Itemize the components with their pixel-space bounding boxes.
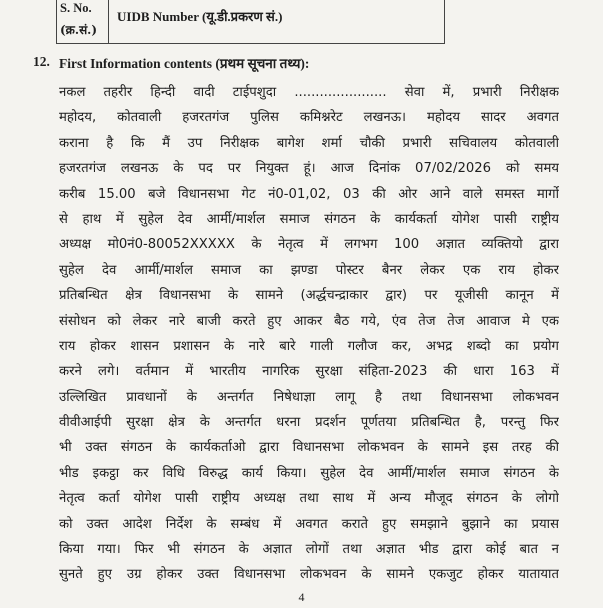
- body-text-line: सुनते हुए उग्र होकर उक्त विधानसभा लोकभवन के सामने एकजुट होकर यातायात: [59, 567, 559, 583]
- body-text-line: कराना है कि मैं उप निरीक्षक बागेश शर्मा चौकी प्रभारी सचिवालय कोतवाली: [59, 135, 559, 151]
- body-text-line: भी उक्त संगठन के कार्यकर्ताओ द्वारा विधानसभा लोकभवन के सामने इस तरह की: [59, 440, 559, 456]
- body-text-line: अध्यक्ष मो0नं0-80052XXXXX के नेतृत्व में लगभग 100 अज्ञात व्यक्तियो द्वारा: [59, 237, 559, 253]
- body-text-line: किया गया। फिर भी संगठन के अज्ञात लोगों तथा अज्ञात भीड द्वारा कोई बात न: [59, 542, 559, 558]
- body-text-line: प्रतिबन्धित क्षेत्र विधानसभा के सामने (अर्द्धचन्द्राकार द्वार) पर यूजीसी कानून में: [59, 288, 559, 304]
- body-text-line: सुहेल देव आर्मी/मार्शल समाज का झण्डा पोस्टर बैनर लेकर एक राय होकर: [59, 262, 559, 278]
- uidb-table-header: [56, 0, 445, 44]
- first-information-body: [59, 80, 559, 588]
- body-text-line: हजरतगंज लखनऊ के पद पर नियुक्त हूं। आज दिनांक 07/02/2026 को समय: [59, 161, 559, 177]
- body-text-line: वीवीआईपी सुरक्षा क्षेत्र के अन्तर्गत धरना प्रदर्शन पूर्णतया प्रतिबन्धित है, परन्तु फिर: [59, 415, 559, 431]
- body-text-line: राय होकर शासन प्रशासन के नारे बारे गाली गलौज कर, अभद्र शब्दो का प्रयोग: [59, 338, 559, 354]
- body-text-line: उल्लिखित प्रावधानों के अन्तर्गत निषेधाज्ञा लागू है तथा विधानसभा लोकभवन: [59, 389, 559, 405]
- page-number: 4: [298, 590, 305, 604]
- body-text-line: नकल तहरीर हिन्दी वादी टाईपशुदा ...................... सेवा में, प्रभारी निरीक्षक: [59, 85, 559, 100]
- body-text-line: करने लगे। वर्तमान में भारतीय नागरिक सुरक्षा संहिता-2023 की धारा 163 में: [59, 364, 559, 380]
- item-number: 12.: [33, 54, 50, 69]
- body-text-line: भीड इकट्ठा कर विधि विरुद्ध कार्य किया। सुहेल देव आर्मी/मार्शल समाज संगठन के: [59, 465, 559, 481]
- body-text-line: करीब 15.00 बजे विधानसभा गेट नं0-01,02, 03 की ओर आने वाले समस्त मार्गो: [59, 186, 559, 202]
- body-text-line: से हाथ में सुहेल देव आर्मी/मार्शल समाज संगठन के कार्यकर्ता योगेश पासी राष्ट्रीय: [59, 211, 559, 227]
- serial-number-hindi-label: (क्र.सं.): [60, 23, 98, 37]
- serial-number-label: S. No.: [60, 1, 92, 15]
- body-text-line: महोदय, कोतवाली हजरतगंज पुलिस कमिश्नरेट लखनऊ। महोदय सादर अवगत: [59, 110, 559, 126]
- body-text-line: को उक्त आदेश निर्देश के सम्बंध में अवगत कराते हुए समझाने बुझाने का प्रयास: [59, 516, 559, 532]
- uidb-number-label: UIDB Number (यू.डी.प्रकरण सं.): [117, 9, 283, 24]
- body-text-line: संसोधन को लेकर नारे बाजी करते हुए आकर बैठ गये, एंव तेज तेज आवाज मे एक: [59, 313, 559, 329]
- first-information-heading: First Information contents (प्रथम सूचना तथ्य):: [59, 56, 310, 71]
- body-text-line: नेतृत्व कर्ता योगेश पासी राष्ट्रीय अध्यक्ष तथा साथ में अन्य मौजूद संगठन के लोगो: [59, 491, 559, 507]
- serial-number-cell: [57, 0, 109, 43]
